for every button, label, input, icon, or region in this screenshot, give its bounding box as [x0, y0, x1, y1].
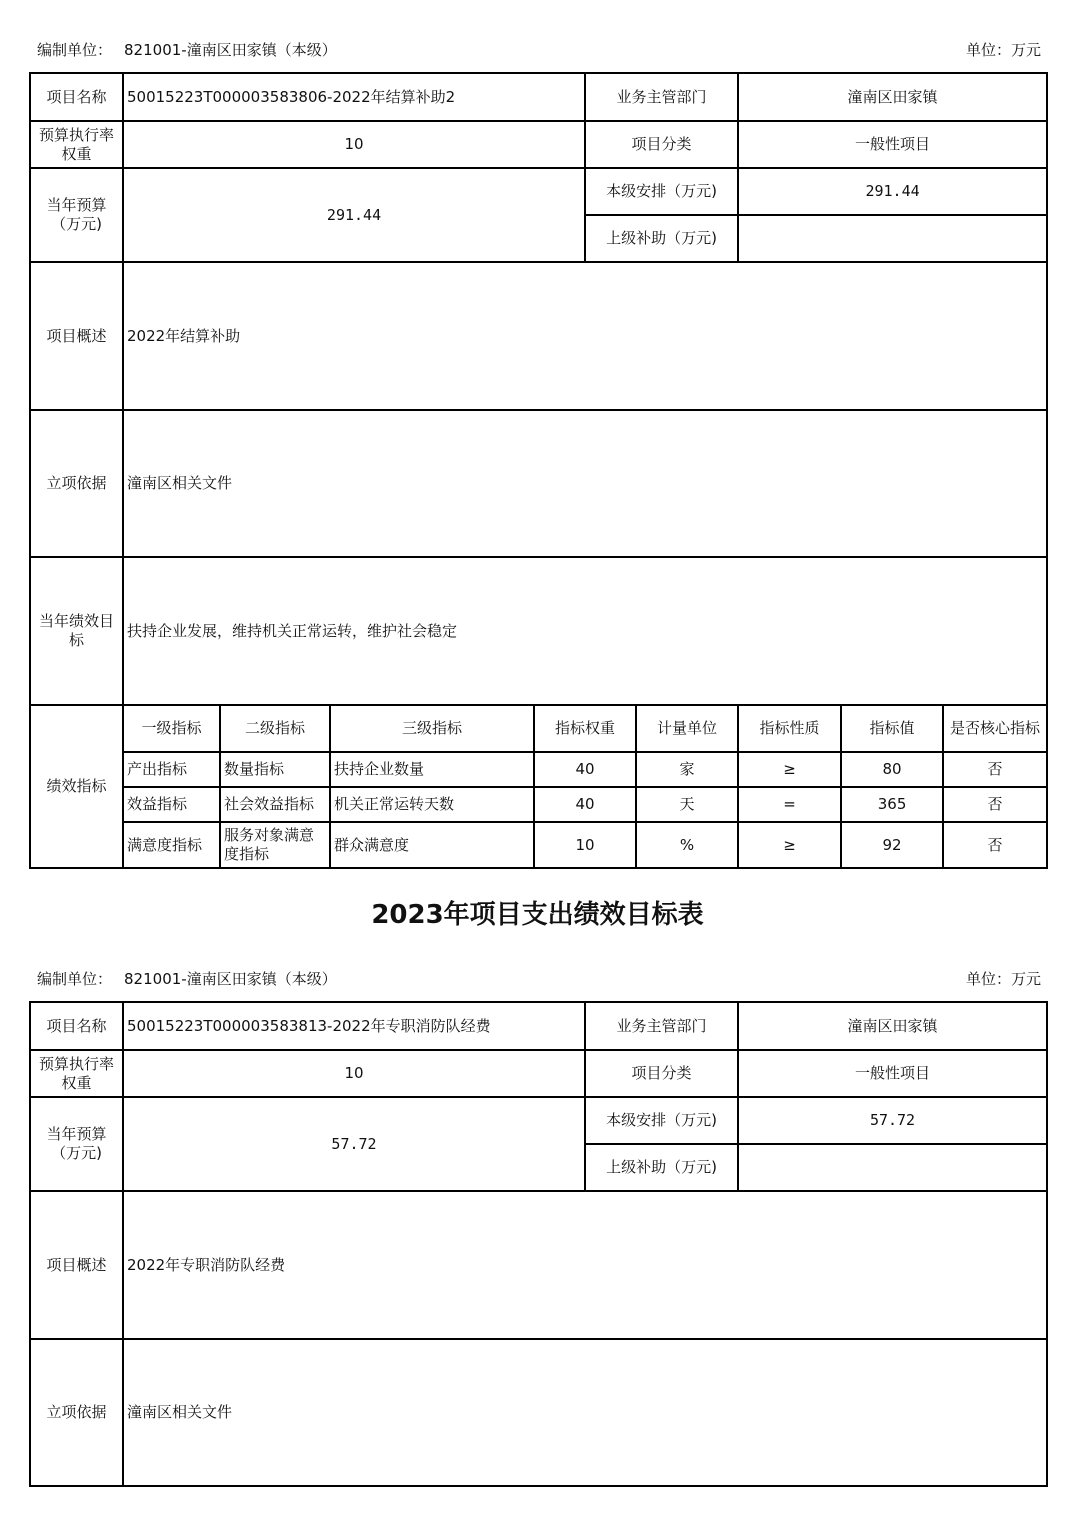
overview-value: 2022年结算补助 — [123, 262, 1047, 410]
indicator-core: 否 — [943, 822, 1047, 868]
indicators-label: 绩效指标 — [30, 705, 123, 868]
local-label: 本级安排（万元) — [585, 168, 738, 215]
category-label: 项目分类 — [585, 1050, 738, 1097]
currency-unit: 单位：万元 — [965, 970, 1041, 988]
indicator-l3: 机关正常运转天数 — [330, 787, 534, 822]
indicator-value: 92 — [841, 822, 943, 868]
indicator-nature: ≥ — [738, 822, 841, 868]
budget-value: 57.72 — [123, 1097, 585, 1191]
indicator-row — [30, 752, 1047, 787]
indicator-nature: = — [738, 787, 841, 822]
performance-form-1 — [29, 72, 1048, 869]
indicator-unit: % — [636, 822, 738, 868]
project-name-label: 项目名称 — [30, 1002, 123, 1050]
upper-value — [738, 1144, 1047, 1191]
department-value: 潼南区田家镇 — [738, 73, 1047, 121]
indicator-weight: 10 — [534, 822, 636, 868]
unit-name: 821001-潼南区田家镇（本级） — [124, 970, 337, 988]
unit-line-2 — [37, 969, 337, 989]
weight-label: 预算执行率权重 — [30, 121, 123, 168]
indicator-nature: ≥ — [738, 752, 841, 787]
category-value: 一般性项目 — [738, 1050, 1047, 1097]
basis-value: 潼南区相关文件 — [123, 1339, 1047, 1486]
indicator-weight: 40 — [534, 752, 636, 787]
indicator-header-unit: 计量单位 — [636, 705, 738, 752]
budget-label: 当年预算（万元) — [30, 168, 123, 262]
indicator-unit: 家 — [636, 752, 738, 787]
indicator-l1: 满意度指标 — [123, 822, 220, 868]
category-value: 一般性项目 — [738, 121, 1047, 168]
department-value: 潼南区田家镇 — [738, 1002, 1047, 1050]
indicator-header-l2: 二级指标 — [220, 705, 330, 752]
goal-value: 扶持企业发展，维持机关正常运转，维护社会稳定 — [123, 557, 1047, 705]
indicator-value: 365 — [841, 787, 943, 822]
project-name-value: 50015223T000003583813-2022年专职消防队经费 — [123, 1002, 585, 1050]
basis-value: 潼南区相关文件 — [123, 410, 1047, 557]
project-name-value: 50015223T000003583806-2022年结算补助2 — [123, 73, 585, 121]
budget-value: 291.44 — [123, 168, 585, 262]
upper-label: 上级补助（万元) — [585, 215, 738, 262]
overview-label: 项目概述 — [30, 1191, 123, 1339]
unit-name: 821001-潼南区田家镇（本级） — [124, 41, 337, 59]
indicator-l2: 数量指标 — [220, 752, 330, 787]
indicator-row — [30, 787, 1047, 822]
upper-value — [738, 215, 1047, 262]
indicator-l3: 扶持企业数量 — [330, 752, 534, 787]
indicator-header-core: 是否核心指标 — [943, 705, 1047, 752]
weight-value: 10 — [123, 121, 585, 168]
upper-label: 上级补助（万元) — [585, 1144, 738, 1191]
indicator-header-nature: 指标性质 — [738, 705, 841, 752]
document-title: 2023年项目支出绩效目标表 — [371, 900, 704, 930]
indicator-header-weight: 指标权重 — [534, 705, 636, 752]
project-name-label: 项目名称 — [30, 73, 123, 121]
basis-label: 立项依据 — [30, 1339, 123, 1486]
overview-label: 项目概述 — [30, 262, 123, 410]
indicator-l1: 产出指标 — [123, 752, 220, 787]
indicator-l2: 服务对象满意度指标 — [220, 822, 330, 868]
local-label: 本级安排（万元) — [585, 1097, 738, 1144]
weight-label: 预算执行率权重 — [30, 1050, 123, 1097]
indicator-header-l1: 一级指标 — [123, 705, 220, 752]
indicator-header-value: 指标值 — [841, 705, 943, 752]
indicator-l1: 效益指标 — [123, 787, 220, 822]
unit-line-1 — [37, 40, 337, 60]
local-value: 291.44 — [738, 168, 1047, 215]
indicator-row — [30, 822, 1047, 868]
indicator-unit: 天 — [636, 787, 738, 822]
indicator-weight: 40 — [534, 787, 636, 822]
department-label: 业务主管部门 — [585, 73, 738, 121]
local-value: 57.72 — [738, 1097, 1047, 1144]
budget-label: 当年预算（万元) — [30, 1097, 123, 1191]
goal-label: 当年绩效目标 — [30, 557, 123, 705]
basis-label: 立项依据 — [30, 410, 123, 557]
indicator-header-l3: 三级指标 — [330, 705, 534, 752]
indicator-value: 80 — [841, 752, 943, 787]
unit-label: 编制单位： — [37, 41, 113, 59]
performance-form-2 — [29, 1001, 1048, 1487]
weight-value: 10 — [123, 1050, 585, 1097]
indicator-l3: 群众满意度 — [330, 822, 534, 868]
indicator-core: 否 — [943, 752, 1047, 787]
overview-value: 2022年专职消防队经费 — [123, 1191, 1047, 1339]
category-label: 项目分类 — [585, 121, 738, 168]
indicator-core: 否 — [943, 787, 1047, 822]
indicator-l2: 社会效益指标 — [220, 787, 330, 822]
department-label: 业务主管部门 — [585, 1002, 738, 1050]
unit-label: 编制单位： — [37, 970, 113, 988]
currency-unit: 单位：万元 — [965, 41, 1041, 59]
